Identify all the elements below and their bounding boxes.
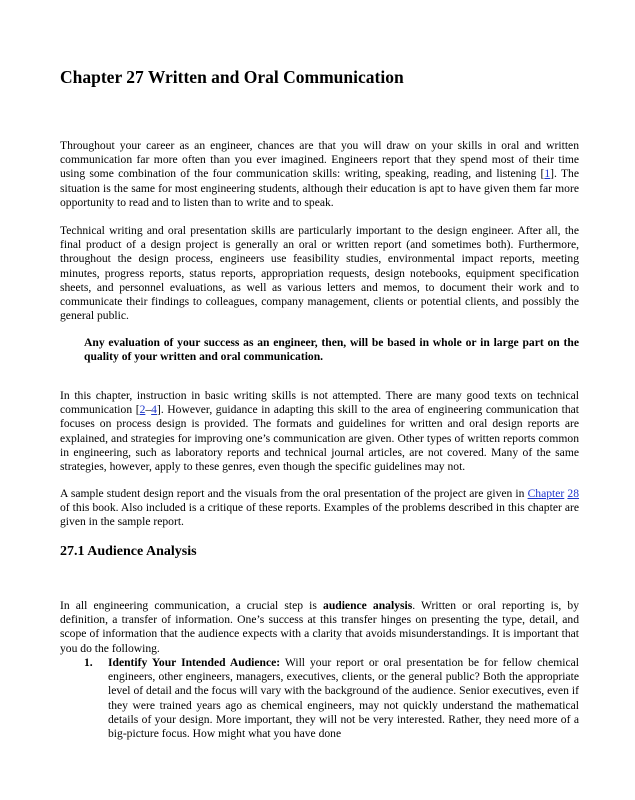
chapter-link-number[interactable]: 28: [567, 487, 579, 500]
paragraph-design-engineer: [60, 224, 579, 323]
paragraph-sample-report: [60, 487, 579, 530]
paragraph-intro: [60, 139, 579, 210]
paragraph-design-engineer-text: Technical writing and oral presentation skills are particularly important to the design engineer. After all, the final product of a design project is generally an oral or written report (and sometimes both). Furthermore, throughout the design process, engineers use feasibility studies, environmental impact reports, meeting minutes, progress reports, status reports, appropriation requests, design notebooks, equipment specification sheets, and personnel evaluations, as well as various letters and memos, to document their work and to communicate their findings to colleagues, company management, clients or potential clients, and possibly the general public.: [60, 224, 579, 323]
reference-link-2[interactable]: 2: [139, 403, 146, 417]
paragraph-intro-text-a: Throughout your career as an engineer, chances are that you will draw on your skills in oral and written communication far more often than you ever imagined. Engineers report that they spend most of their time using some combination of the four communication skills: writing, speaking, reading, and listening [: [60, 139, 579, 181]
chapter-title: Chapter 27 Written and Oral Communication: [60, 67, 404, 87]
list-item: [84, 656, 579, 741]
reference-link-1[interactable]: 1: [544, 167, 551, 181]
audience-analysis-term: audience analysis: [323, 599, 413, 612]
paragraph-scope-text-b: ]. However, guidance in adapting this skill to the area of engineering communication that focuses on process design is provided. The formats and guidelines for written and oral design reports are explained, and strategies for improving one’s communication are given. Other types of written reports common in engineering, such as laboratory reports and technical journal articles, are not covered. Many of the same strategies, however, apply to these genres, even though the specific guidelines may not.: [60, 403, 579, 474]
paragraph-scope: [60, 389, 579, 474]
paragraph-audience-analysis: [60, 599, 579, 656]
paragraph-scope-text-a: In this chapter, instruction in basic writing skills is not attempted. There are many good texts on technical communication [: [60, 389, 579, 417]
key-statement-text: Any evaluation of your success as an engineer, then, will be based in whole or in large part on the quality of your written and oral communication.: [84, 336, 579, 364]
reference-link-4[interactable]: 4: [151, 403, 157, 417]
reference-dash: –: [145, 403, 152, 417]
paragraph-audience-text-b: . Written or oral reporting is, by definition, a transfer of information. One’s success at this transfer hinges on presenting the type, detail, and scope of information that the audience expects with a clarity that avoids misunderstandings. It is important that you do the following.: [60, 599, 579, 655]
key-statement: [84, 336, 579, 364]
list-item-number: 1.: [84, 656, 93, 669]
paragraph-intro-text-b: ]. The situation is the same for most engineering students, although their education is apt to have given them far more opportunity to read and to listen than to write and to speak.: [60, 167, 579, 209]
paragraph-sample-text-a: A sample student design report and the visuals from the oral presentation of the project are given in: [60, 487, 528, 500]
chapter-link-word[interactable]: Chapter: [527, 487, 565, 500]
list-item-lead: Identify Your Intended Audience:: [108, 656, 281, 669]
list-item-text: Will your report or oral presentation be for fellow chemical engineers, other engineers, managers, executives, clients, or the general public? Both the appropriate level of detail and the focus will vary with the background of the audience. Senior executives, even if they were trained years ago as chemical engineers, may not quickly understand the mathematical details of your design. More important, they will not be very interested. Rather, they need more of a big-picture focus. How might what you have done: [108, 656, 579, 741]
section-title: 27.1 Audience Analysis: [60, 544, 197, 559]
paragraph-audience-text-a: In all engineering communication, a crucial step is: [60, 599, 324, 612]
paragraph-sample-text-b: of this book. Also included is a critique of these reports. Examples of the problems described in this chapter are given in the sample report.: [60, 501, 579, 529]
